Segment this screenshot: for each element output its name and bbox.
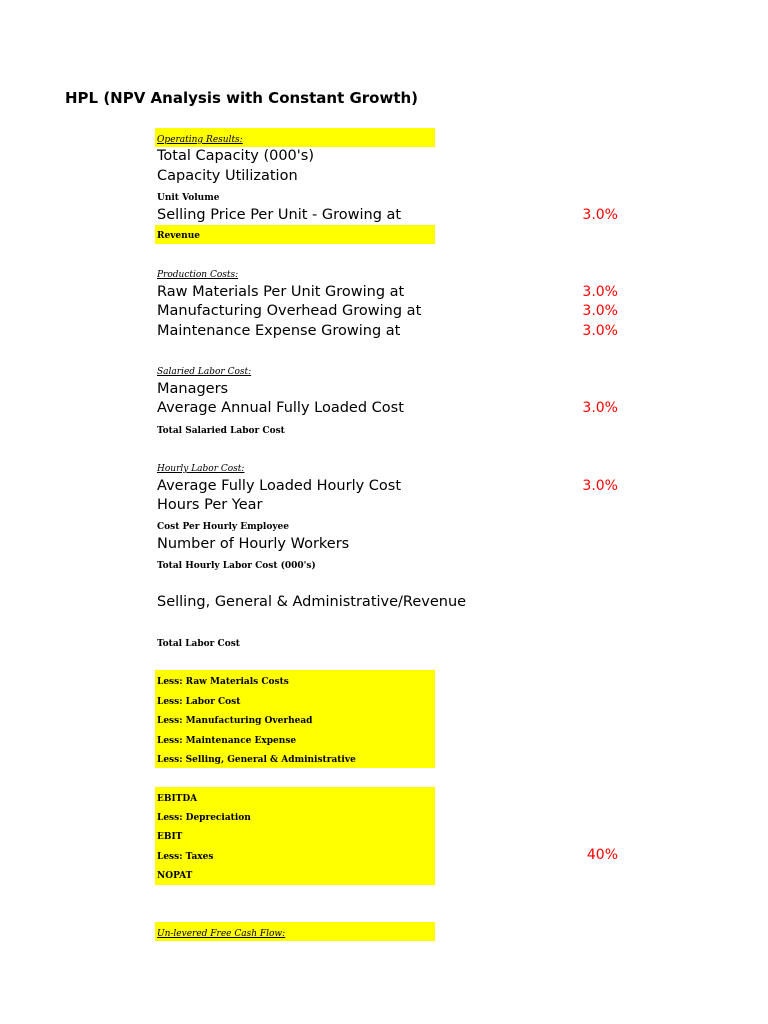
tax-rate: 40% [586,847,618,863]
hours-per-year-label: Hours Per Year [157,497,263,513]
capacity-utilization-label: Capacity Utilization [157,168,298,184]
less-raw-materials-label: Less: Raw Materials Costs [157,677,289,687]
mfg-overhead-label: Manufacturing Overhead Growing at [157,303,422,319]
unlevered-fcf-header: Un-levered Free Cash Flow: [157,929,286,939]
operating-results-header: Operating Results: [157,135,243,145]
less-maintenance-label: Less: Maintenance Expense [157,736,297,746]
less-sga-label: Less: Selling, General & Administrative [157,755,356,765]
nopat-label: NOPAT [157,871,193,881]
hourly-labor-header: Hourly Labor Cost: [157,464,245,474]
avg-hourly-cost-growth: 3.0% [582,478,618,494]
less-depreciation-label: Less: Depreciation [157,813,251,823]
raw-materials-growth: 3.0% [582,284,618,300]
total-hourly-label: Total Hourly Labor Cost (000's) [157,561,316,571]
less-taxes-label: Less: Taxes [157,852,214,862]
page-title: HPL (NPV Analysis with Constant Growth) [65,89,419,107]
cost-per-employee-label: Cost Per Hourly Employee [157,522,290,532]
total-labor-label: Total Labor Cost [157,639,240,649]
salaried-labor-header: Salaried Labor Cost: [157,367,252,377]
ebitda-label: EBITDA [157,794,198,804]
maintenance-growth: 3.0% [582,323,618,339]
less-labor-label: Less: Labor Cost [157,697,241,707]
num-hourly-workers-label: Number of Hourly Workers [157,536,350,552]
avg-hourly-cost-label: Average Fully Loaded Hourly Cost [157,478,402,494]
less-mfg-overhead-label: Less: Manufacturing Overhead [157,716,313,726]
production-costs-header: Production Costs: [157,270,239,280]
managers-label: Managers [157,381,229,397]
avg-annual-cost-growth: 3.0% [582,400,618,416]
selling-price-growth: 3.0% [582,207,618,223]
unit-volume-label: Unit Volume [157,193,220,203]
raw-materials-label: Raw Materials Per Unit Growing at [157,284,405,300]
total-salaried-label: Total Salaried Labor Cost [157,426,285,436]
mfg-overhead-growth: 3.0% [582,303,618,319]
avg-annual-cost-label: Average Annual Fully Loaded Cost [157,400,404,416]
total-capacity-label: Total Capacity (000's) [157,148,314,164]
revenue-label: Revenue [157,231,200,241]
ebit-label: EBIT [157,832,183,842]
selling-price-label: Selling Price Per Unit - Growing at [157,207,402,223]
maintenance-label: Maintenance Expense Growing at [157,323,401,339]
sga-revenue-label: Selling, General & Administrative/Revenue [157,594,467,610]
